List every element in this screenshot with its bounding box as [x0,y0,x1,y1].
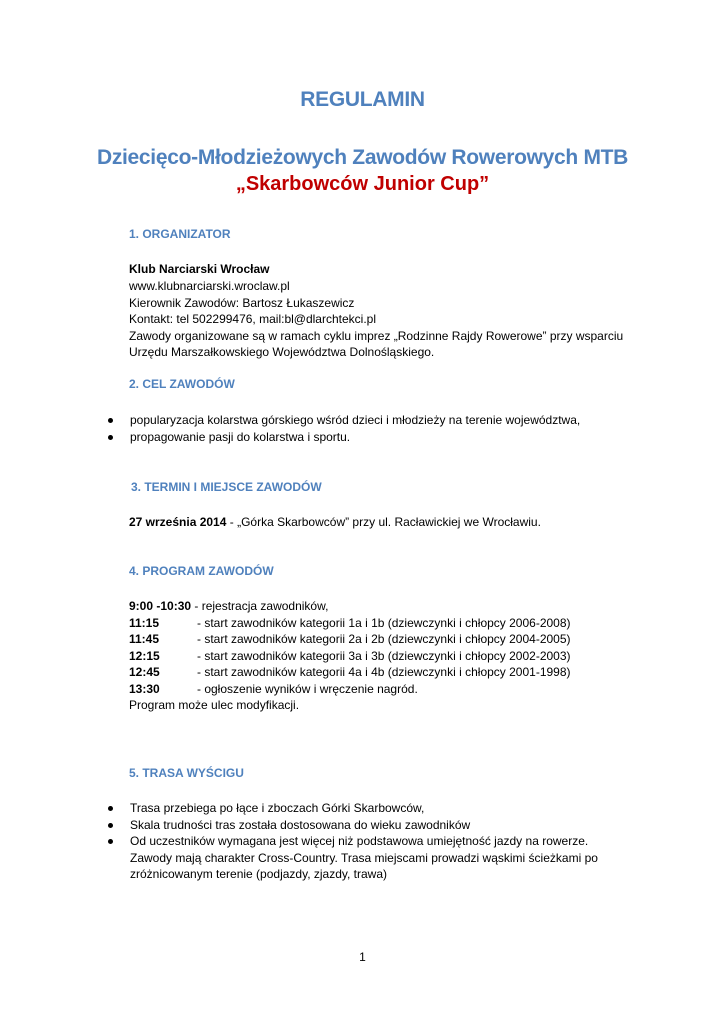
event-place: - „Górka Skarbowców” przy ul. Racławickiej we Wrocławiu. [226,515,541,529]
section-organizer-heading: 1. ORGANIZATOR [129,227,231,241]
program-row: 9:00 -10:30 - rejestracja zawodników, [129,599,329,613]
organizer-club-name: Klub Narciarski Wrocław [129,262,270,276]
list-item: Od uczestników wymagana jest więcej niż podstawowa umiejętność jazdy na rowerze. Zawody mają charakter Cross-Country. Trasa miejscami prowadzi wąskimi ścieżkami po zróżnicowanym terenie (podjazdy, zjazdy, trawa) [108,833,598,883]
organizer-line: Kierownik Zawodów: Bartosz Łukaszewicz [129,295,355,310]
document-title: REGULAMIN [300,88,425,111]
section-route-heading: 5. TRASA WYŚCIGU [129,766,244,780]
page-number: 1 [359,950,366,964]
bullet-icon [108,823,113,828]
program-note: Program może ulec modyfikacji. [129,698,300,712]
event-name: „Skarbowców Junior Cup” [235,173,490,195]
document-subtitle: Dziecięco-Młodzieżowych Zawodów Rowerowych MTB [96,146,629,169]
section-program-heading: 4. PROGRAM ZAWODÓW [129,564,274,578]
event-date: 27 września 2014 [129,515,227,529]
program-row: 13:30 - ogłoszenie wyników i wręczenie nagród. [129,681,418,696]
program-row: 12:15 - start zawodników kategorii 3a i 3b (dziewczynki i chłopcy 2002-2003) [129,648,571,663]
list-item: Skala trudności tras została dostosowana do wieku zawodników [108,817,598,834]
list-item: popularyzacja kolarstwa górskiego wśród dzieci i młodzieży na terenie województwa, [108,412,580,429]
section-goal-heading: 2. CEL ZAWODÓW [129,377,235,391]
organizer-line: Zawody organizowane są w ramach cyklu imprez „Rodzinne Rajdy Rowerowe” przy wsparciu [129,328,624,343]
section-date-place-heading: 3. TERMIN I MIEJSCE ZAWODÓW [131,480,322,494]
program-schedule [129,598,571,714]
list-item: propagowanie pasji do kolarstwa i sportu. [108,429,580,446]
bullet-icon [108,806,113,811]
bullet-icon [108,418,113,423]
organizer-line: www.klubnarciarski.wroclaw.pl [129,279,290,293]
organizer-line: Urzędu Marszałkowskiego Województwa Dolnośląskiego. [129,345,435,359]
route-list [108,800,598,883]
goal-list [108,412,580,445]
program-row: 12:45 - start zawodników kategorii 4a i 4b (dziewczynki i chłopcy 2001-1998) [129,665,571,679]
bullet-icon [108,435,113,440]
list-item: Trasa przebiega po łące i zboczach Górki Skarbowców, [108,800,598,817]
program-row: 11:15 - start zawodników kategorii 1a i 1b (dziewczynki i chłopcy 2006-2008) [129,615,571,630]
event-date-place [129,514,541,531]
organizer-details [129,278,623,361]
program-row: 11:45 - start zawodników kategorii 2a i 2b (dziewczynki i chłopcy 2004-2005) [129,632,571,646]
bullet-icon [108,839,113,844]
organizer-line: Kontakt: tel 502299476, mail:bl@dlarchtekci.pl [129,312,376,326]
